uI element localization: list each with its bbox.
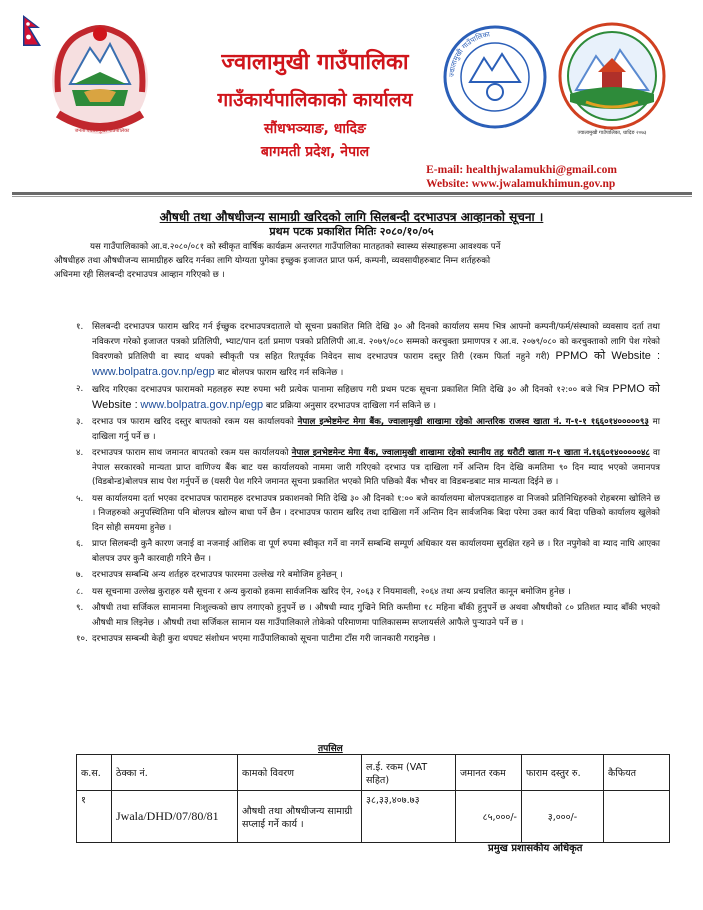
table-cell: ३८,३३,४०७.७३ [362,791,456,843]
table-cell: औषधी तथा औषधीजन्य सामाग्री सप्लाई गर्ने कार्य । [238,791,362,843]
table-cell: Jwala/DHD/07/80/81 [112,791,238,843]
clause-number: ४. [76,448,84,458]
clause-number: ३. [76,417,84,427]
clause-text: बाट प्रक्रिया अनुसार दरभाउपत्र दाखिला गर्न सकिने छ । [265,400,437,411]
clause-9 [76,601,660,630]
address-line-1: सौंधभञ्याङ, धादिङ [264,121,366,137]
table-cell: ८५,०००/- [456,791,522,843]
ppmo-label: PPMO को Website : [555,350,661,362]
ppmo-label: PPMO को Website : [92,383,661,411]
table-header-row [77,755,670,791]
address-line-2: बागमती प्रदेश, नेपाल [260,144,370,160]
table-header-cell: फाराम दस्तुर रु. [522,755,604,791]
clause-number: १. [76,322,84,332]
clause-text: औषधी तथा सर्जिकल सामानमा निःशुल्कको छाप लगाएको हुनुपर्ने छ । औषधी म्याद गुज्रिने मिति कम्तीमा १८ महिना बाँकी हुनुपर्ने छ अथवा औषधीको ८० प्रतिशत म्याद बाँकी भएको औषधी मात्र लिइनेछ । औषधी तथा सर्जिकल सामान यस गाउँपालिकाले तोकेको परिमाणमा पालिकासम्म सप्लायर्सले आफैले पुऱ्याउने पर्ने छ । [92,603,660,628]
tender-schedule-table [76,754,670,843]
table-cell [604,791,670,843]
clause-5 [76,492,660,536]
clause-number: ६. [76,539,84,549]
clause-text: यस सूचनामा उल्लेख कुराहरु यसै सूचना र अन्य कुराको हकमा सार्वजनिक खरिद ऐन, २०६३ र नियमावली, २०६४ तथा अन्य प्रचलित कानून बमोजिम हुनेछ । [92,586,571,597]
header-divider-thin [12,196,692,197]
municipality-title: ज्वालामुखी गाउँपालिका [221,49,409,75]
clause-2 [76,382,660,413]
clause-text: दरभाउपत्र सम्बन्धि अन्य शर्तहरु दरभाउपत्र फारममा उल्लेख गरे बमोजिम हुनेछन् । [92,570,343,580]
clause-6 [76,537,660,566]
notice-date: प्रथम पटक प्रकाशित मितिः २०८०/१०/०५ [269,225,434,238]
clause-text: आ.व. २०७९/०८० सम्मको करचुक्ता प्रमाणपत्र र आ.व. २०७९/०८० को करचुक्ताको लागि पेश गरेको विवरणको प्रतिलिपी वा स्याद [92,336,660,362]
clause-4 [76,446,660,490]
table-header-cell: ल.ई. रकम (VAT सहित) [362,755,456,791]
table-header-cell: जमानत रकम [456,755,522,791]
government-emblem-icon [44,14,156,142]
intro-line-3: अधिनमा रही सिलबन्दी दरभाउपत्र आव्हान गरिएको छ । [54,270,225,280]
table-header-cell: क.स. [77,755,112,791]
header-divider [12,192,692,195]
notice-title: औषधी तथा औषधीजन्य सामाग्री खरिदको लागि सिलबन्दी दरभाउपत्र आव्हानको सूचना । [159,210,544,224]
clause-text: औ दिनको १२:०० बजे भित्र [519,385,609,395]
table-cell: ३,०००/- [522,791,604,843]
terms-list [76,320,660,649]
emblem-right-caption: ज्वालामुखी गाउँपालिका, धादिङ २०७३ [577,130,647,136]
clause-7 [76,568,660,583]
clause-text: दरभाउपत्र सम्बन्धी केही कुरा थपघट संशोधन भएमा गाउँपालिकाको सूचना पाटीमा टाँस गरी जानकारी गराइनेछ । [92,634,436,644]
clause-3 [76,415,660,444]
contact-block [426,163,617,191]
contact-website[interactable]: Website: www.jwalamukhimun.gov.np [426,178,616,190]
nepal-flag-icon [22,14,42,48]
clause-number: ८. [76,586,84,597]
clause-number: ५. [76,493,84,504]
clause-1 [76,320,660,380]
clause-number: ९. [76,603,84,613]
municipality-logo-icon [556,20,668,132]
revenue-account-detail: नेपाल इन्भेष्टमेन्ट मेगा बैंक, ज्वालामुखी शाखामा रहेको आन्तरिक राजस्व खाता नं. ग-१-१ १६६०१४०००००९३ [297,417,649,427]
clause-text: मा दाखिला गर्नु पर्ने छ । [92,417,661,442]
clause-text: दरभाउ पत्र फाराम खरिद दस्तुर बापतको रकम यस कार्यालयको [92,417,294,427]
table-cell: १ [77,791,112,843]
emblem-left-caption: जनता ज्वालामुखी गाउँपालिका [74,128,130,134]
clause-text: प्राप्त सिलबन्दी कुनै कारण जनाई वा नजनाई आंशिक वा पूर्ण रुपमा स्वीकृत गर्ने वा नगर्ने सम्बन्धि सम्पूर्ण अधिकार यस कार्यालयमा सुरक्षित रहने छ । रित नपुगेको वा म्याद नाघि आएका बोलपत्र उपर कुनै कारवाही गरिने छैन । [92,539,660,564]
table-header-cell: कैफियत [604,755,670,791]
svg-text:ज्वालामुखी गाउँपालिका: ज्वालामुखी गाउँपालिका [447,30,491,78]
schedule-caption: तपसिल [318,744,343,754]
office-subtitle: गाउँकार्यपालिकाको कार्यालय [217,89,413,111]
clause-8 [76,585,660,600]
clause-number: २. [76,384,84,394]
deposit-account-detail: नेपाल इनभेष्टमेन्ट मेगा बैंक, ज्वालामुखी शाखामा रहेको स्थानीय तह धरौटी खाता ग-१ खाता नं.१६६०१४०००००४८ [291,448,650,458]
clause-number: १०. [76,634,88,644]
clause-10 [76,632,660,647]
office-seal-stamp [440,22,550,132]
clause-text: सिलबन्दी दरभाउपत्र फाराम खरिद गर्न ईच्छुक दरभाउपत्रदाताले यो सूचना प्रकाशित मिति देखि ३० औ दिनको कार्यालय समय भित्र [92,322,506,332]
contact-email[interactable]: E-mail: healthjwalamukhi@gmail.com [426,164,617,176]
clause-text: दरभाउपत्र फाराम साथ जमानत बापतको रकम यस कार्यालयको [92,448,289,458]
clause-text: बाट बोलपत्र फाराम खरिद गर्न सकिनेछ । [217,367,344,378]
clause-number: ७. [76,570,84,580]
intro-line-2: औषधीहरु तथा औषधीजन्य सामाग्रीहरु खरिद गर्नका लागि योग्यता पुगेका इच्छुक इजाजत प्राप्त फर्म, कम्पनी, व्यवसायीहरुबाट निम्न शर्तहरुको [54,256,491,266]
table-header-cell: कामको विवरण [238,755,362,791]
bolpatra-link[interactable]: www.bolpatra.gov.np/egp [140,398,264,411]
bolpatra-link[interactable]: www.bolpatra.gov.np/egp [92,365,215,378]
clause-text: वा नेपाल सरकारको मान्यता प्राप्त वाणिज्य बैंक बाट यस कार्यालयको नाममा जारी गरिएको दरभाउ पत्र दाखिला गर्ने अन्तिम दिन देखि कमतिमा ९० दिन म्याद भएको जमानपत्र (विडबोन्ड)बोलपत्र साथ पेश गर्नुपर्ने छ (यसरी पेश गरिने जमानत सूचना प्रकाशित भएको मिति पछिको बैंक भौचर वा विडबन्डबाट मात्र मान्यता दिईने छ । [92,448,661,487]
clause-text: आफ्नो कम्पनी/फर्म/संस्थाको व्यवसाय दर्ता तथा नविकरण गरेको इजाजत पत्रको प्रतिलिपी, भ्याट/पान दर्ता प्रमाण पत्रको प्रतिलिपी [92,322,660,347]
clause-text: थपको स्वीकृती पत्र सहित रितपूर्वक निवेदन साथ दरभाउपत्र फाराम दस्तुर तिरी (रकम फिर्ता नहुने गरी) [194,352,550,362]
table-row [77,791,670,843]
signatory-title: प्रमुख प्रशासकीय अधिकृत [488,843,583,854]
clause-text: खरिद गरिएका दरभाउपत्र फारामको महलहरु स्पष्ट रुपमा भरी प्रत्येक पानामा सहिछाप गरी प्रथम पटक सूचना प्रकाशित मिति देखि ३० [92,385,517,395]
intro-line-1: यस गाउँपालिकाको आ.व.२०८०/०८१ को स्वीकृत वार्षिक कार्यक्रम अन्तरगत गाउँपालिका मातहतको स्वास्थ्य संस्थाहरूमा आवश्यक पर्ने [90,242,501,252]
notice-intro [54,240,658,282]
clause-text: यस कार्यालयमा दर्ता भएका दरभाउपत्र फारामहरु दरभाउपत्र प्रकाशनको मिति देखि ३० औ दिनको १:०० बजे कार्यालयमा बोलपत्रदाताहरु वा निजको प्रतिनिधिहरुको रोहबरमा खोलिने छ । निजहरुको अनुपस्थितिमा पनि बोलपत्र खोल्न बाधा पर्ने छैन । दरभाउपत्र फाराम खरिद तथा दाखिला गर्ने अन्तिम दिन सार्वजनिक बिदा परेमा उक्त कार्य बिदा पछिको कार्यालय खुलेको दिन सोही समयमा हुनेछ । [92,493,660,533]
table-header-cell: ठेक्का नं. [112,755,238,791]
